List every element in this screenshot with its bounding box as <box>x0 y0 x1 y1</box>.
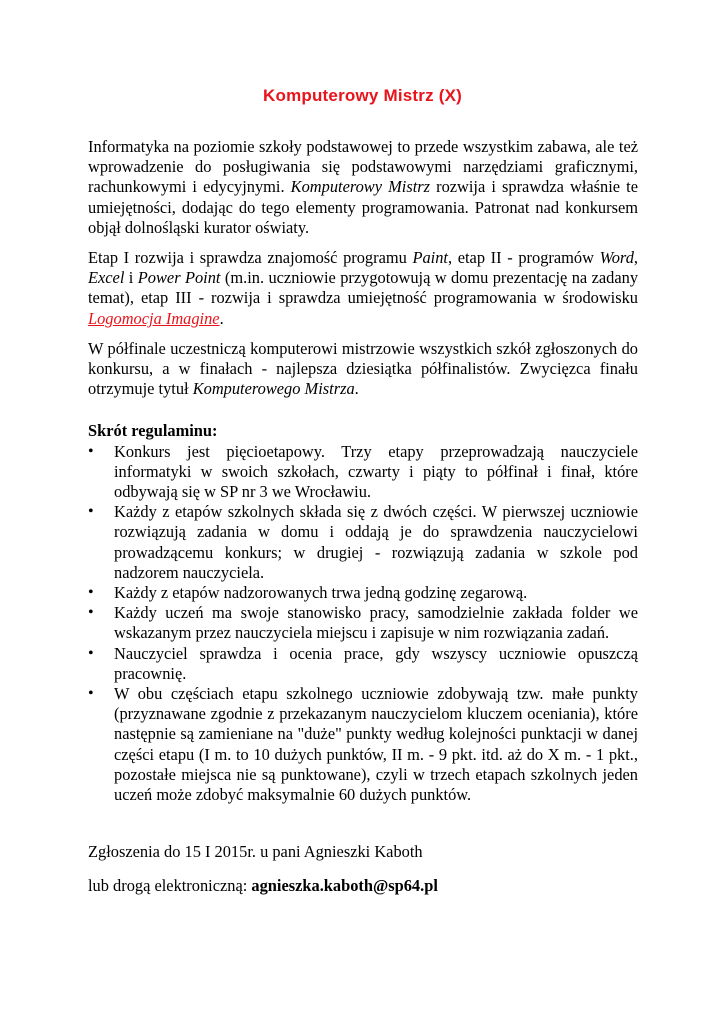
stages-text-5: (m.in. uczniowie przygotowują w domu prezentację na zadany temat), etap III - rozwija i sprawdza umiejętność programowania w środowisku <box>88 268 639 308</box>
finals-title-name: Komputerowego Mistrza <box>192 379 355 399</box>
stages-text-3: , <box>633 248 638 268</box>
bullet-icon: • <box>88 644 94 662</box>
rules-list-item <box>88 644 638 684</box>
program-excel: Excel <box>88 268 125 288</box>
program-word: Word <box>599 248 634 268</box>
email-address[interactable]: agnieszka.kaboth@sp64.pl <box>251 876 438 895</box>
rule-text: Konkurs jest pięcioetapowy. Trzy etapy przeprowadzają nauczyciele informatyki w swoich szkołach, czwarty i piąty to półfinał i finał, które odbywają się w SP nr 3 we Wrocławiu. <box>114 441 638 502</box>
email-label: lub drogą elektroniczną: <box>88 876 248 895</box>
finals-paragraph <box>88 339 638 400</box>
program-paint: Paint <box>412 248 448 268</box>
stages-text-4: i <box>124 268 138 288</box>
rule-text: Każdy z etapów nadzorowanych trwa jedną godzinę zegarową. <box>114 583 528 603</box>
bullet-icon: • <box>88 584 94 602</box>
finals-text: W półfinale uczestniczą komputerowi mistrzowie wszystkich szkół zgłoszonych do konkursu, a w finałach - najlepsza dziesiątka półfinalistów. Zwycięzca finału otrzymuje tytuł <box>88 338 638 399</box>
intro-text: Informatyka na poziomie szkoły podstawowej to przede wszystkim zabawa, ale też wprowadzenie do posługiwania się podstawowymi narzędziami graficznymi, rachunkowymi i edycyjnymi. <box>88 137 638 197</box>
rules-list-item <box>88 502 638 583</box>
registration-info: Zgłoszenia do 15 I 2015r. u pani Agnieszki Kaboth <box>88 842 423 861</box>
rules-list-item <box>88 442 638 503</box>
stages-text-1: Etap I rozwija i sprawdza znajomość programu <box>88 248 413 268</box>
bullet-icon: • <box>88 604 94 622</box>
page-title: Komputerowy Mistrz (X) <box>263 86 462 105</box>
rule-text: Nauczyciel sprawdza i ocenia prace, gdy wszyscy uczniowie opuszczą pracownię. <box>114 643 638 683</box>
intro-text-end: rozwija i sprawdza właśnie te umiejętności, dodając do tego elementy programowania. Patronat nad konkursem objął dolnośląski kurator oświaty. <box>88 177 638 237</box>
rules-list-item <box>88 603 638 643</box>
intro-paragraph <box>88 137 638 238</box>
intro-competition-name: Komputerowy Mistrz <box>290 177 431 197</box>
rules-list-item <box>88 684 638 805</box>
bullet-icon: • <box>88 685 94 703</box>
rule-text: W obu częściach etapu szkolnego uczniowie zdobywają tzw. małe punkty (przyznawane zgodnie z przekazanym nauczycielom kluczem oceniania), które następnie są zamieniane na "duże" punkty według kolejności punktacji w danej części etapu (I m. to 10 dużych punktów, II m. - 9 pkt. itd. aż do X m. - 1 pkt., pozostałe miejsca nie są punktowane), czyli w trzech etapach szkolnych jeden uczeń może zdobyć maksymalnie 60 dużych punktów. <box>114 684 638 805</box>
bullet-icon: • <box>88 503 94 521</box>
rules-heading: Skrót regulaminu: <box>88 421 218 441</box>
document-body <box>88 137 638 805</box>
stages-text-2: , etap II - programów <box>447 248 600 268</box>
stages-text-6: . <box>219 308 224 328</box>
stages-paragraph <box>88 248 638 329</box>
rules-list-item <box>88 583 638 603</box>
rule-text: Każdy z etapów szkolnych składa się z dwóch części. W pierwszej uczniowie rozwiązują zadania w domu i oddają je do sprawdzenia nauczycielowi prowadzącemu konkurs; w drugiej - rozwiązują zadania w szkole pod nadzorem nauczyciela. <box>114 502 638 582</box>
email-contact <box>88 876 648 896</box>
program-powerpoint: Power Point <box>137 268 221 288</box>
logomocja-link[interactable]: Logomocja Imagine <box>88 308 220 328</box>
finals-text-end: . <box>354 379 359 399</box>
rules-list <box>88 442 638 806</box>
rule-text: Każdy uczeń ma swoje stanowisko pracy, samodzielnie zakłada folder we wskazanym przez nauczyciela miejscu i zapisuje w nim rozwiązania zadań. <box>114 603 638 643</box>
bullet-icon: • <box>88 442 94 460</box>
